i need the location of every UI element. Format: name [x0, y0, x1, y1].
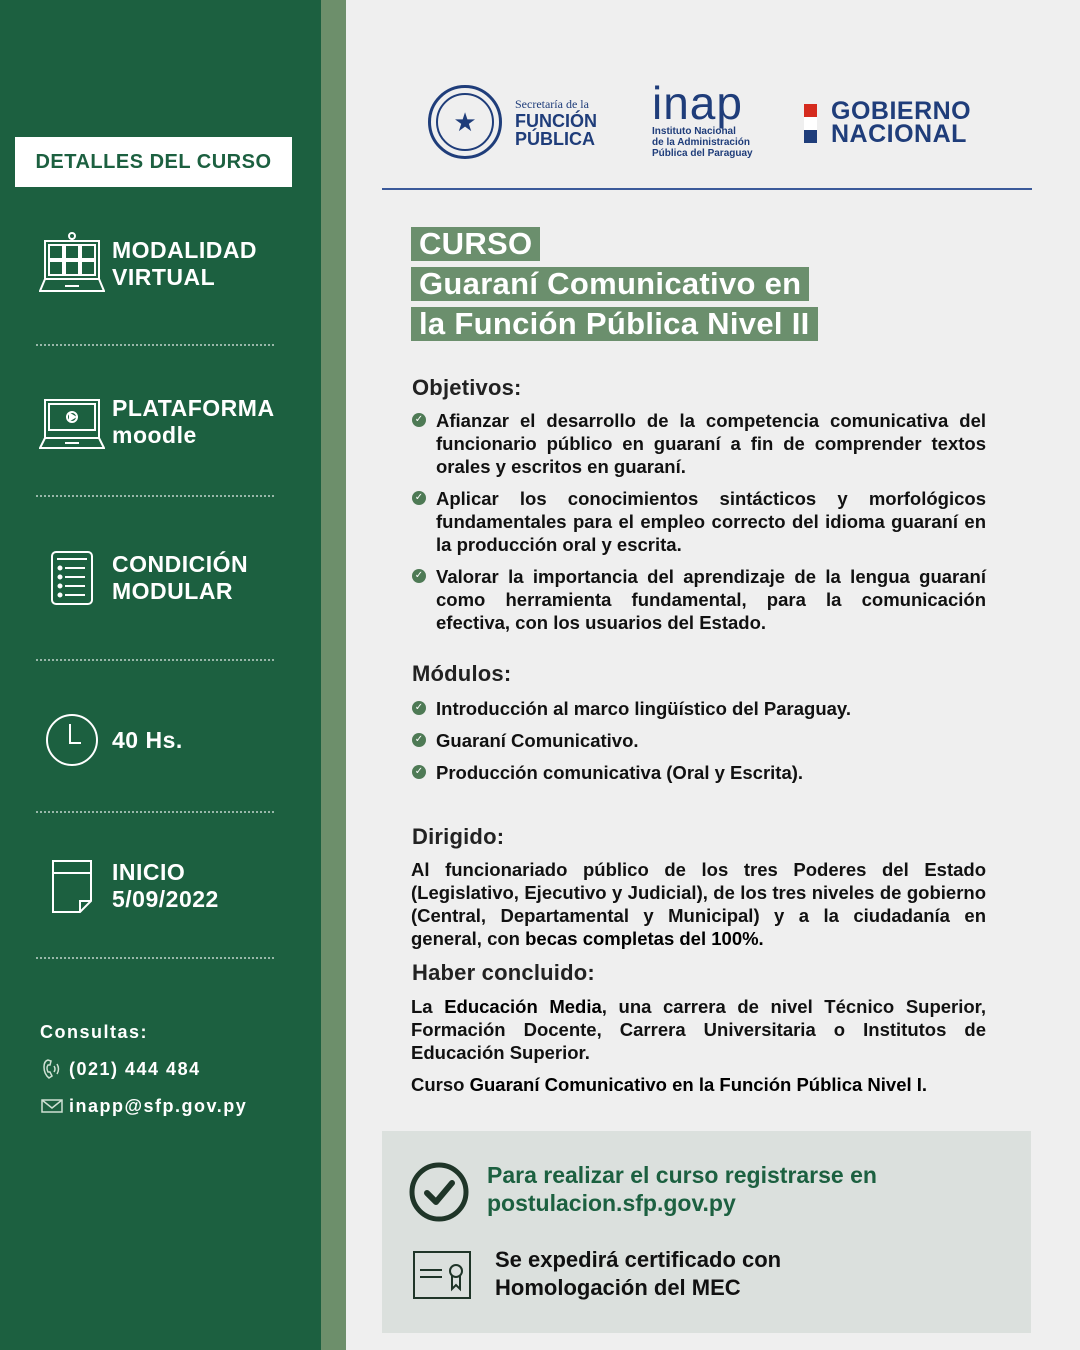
calendar-icon [38, 852, 106, 920]
consultas-label: Consultas: [40, 1022, 149, 1042]
mail-icon [40, 1094, 64, 1118]
inap-sub2: de la Administración [652, 137, 750, 148]
sidebar-item-condicion [38, 544, 308, 612]
certificate-icon [412, 1249, 472, 1301]
divider [36, 495, 274, 497]
title-line-3: la Función Pública Nivel II [411, 307, 818, 341]
inap-sub3: Pública del Paraguay [652, 148, 753, 159]
phone-icon [40, 1057, 64, 1081]
sidebar-item-line1: INICIO [112, 859, 186, 885]
phone-contact[interactable] [40, 1057, 201, 1081]
certificate-line1: Se expedirá certificado con [495, 1247, 782, 1272]
sfp-line1: FUNCIÓN [515, 110, 597, 131]
haber-p2-bold: Guaraní Comunicativo en la Función Pública Nivel I. [469, 1074, 928, 1095]
divider [36, 811, 274, 813]
checklist-icon [38, 544, 106, 612]
sidebar-item-line2: MODULAR [112, 578, 234, 604]
modulos-heading: Módulos: [412, 661, 512, 686]
sidebar-item-line2: VIRTUAL [112, 264, 216, 290]
haber-heading: Haber concluido: [412, 960, 595, 985]
sidebar-item-line1: 40 Hs. [112, 726, 183, 753]
haber-p1-b: , una carrera de nivel Técnico Superior, Formación Docente, Carrera Universitaria o Institutos de Educación Superior. [411, 996, 987, 1063]
objetivos-list [412, 409, 986, 634]
email-contact[interactable] [40, 1094, 247, 1118]
phone-number[interactable]: (021) 444 484 [69, 1058, 201, 1079]
title-line-2: Guaraní Comunicativo en [411, 267, 809, 301]
list-item [412, 409, 986, 478]
course-details-sidebar [0, 0, 321, 1350]
sidebar-item-line1: CONDICIÓN [112, 551, 249, 577]
check-icon: ✓ [412, 765, 426, 779]
sidebar-item-line2: 5/09/2022 [112, 886, 219, 912]
gob-line2: NACIONAL [831, 120, 967, 148]
check-icon: ✓ [412, 733, 426, 747]
registration-box [382, 1131, 1031, 1333]
sfp-logo [428, 85, 597, 159]
list-item [412, 487, 986, 556]
dirigido-heading: Dirigido: [412, 824, 505, 849]
certificate-text [495, 1246, 781, 1302]
list-item [412, 565, 986, 634]
haber-p2-a: Curso [411, 1074, 470, 1095]
modulos-list [412, 697, 986, 784]
modulo-text: Guaraní Comunicativo. [436, 730, 639, 751]
haber-text-2 [411, 1073, 986, 1096]
modulo-text: Introducción al marco lingüístico del Paraguay. [436, 698, 851, 719]
sfp-small-text: Secretaría de la [515, 96, 589, 111]
registration-line1: Para realizar el curso registrarse en [487, 1162, 877, 1188]
inap-logo [652, 77, 753, 159]
sidebar-item-line1: MODALIDAD [112, 237, 258, 263]
haber-text-1 [411, 995, 986, 1064]
objetivo-text: Valorar la importancia del aprendizaje de la lengua guaraní como herramienta fundamental, para la comunicación efectiva, con los usuarios del Estado. [436, 566, 986, 633]
paraguay-seal-icon: ★ [428, 85, 502, 159]
divider [36, 957, 274, 959]
laptop-play-icon [38, 388, 106, 456]
sidebar-item-inicio [38, 852, 308, 920]
check-icon: ✓ [412, 569, 426, 583]
virtual-classroom-icon [38, 230, 106, 298]
header-rule [382, 188, 1032, 190]
clock-icon [38, 706, 106, 774]
course-details-header: DETALLES DEL CURSO [15, 137, 292, 187]
certificate-line2: Homologación del MEC [495, 1275, 741, 1300]
sfp-line2: PÚBLICA [515, 128, 595, 149]
objetivo-text: Afianzar el desarrollo de la competencia comunicativa del funcionario público en guaraní a fin de comprender textos orales y escritos en guaraní. [436, 410, 986, 477]
sidebar-item-modalidad [38, 230, 308, 298]
flag-icon [804, 104, 817, 143]
gob-line1: GOBIERNO [831, 97, 972, 125]
objetivos-heading: Objetivos: [412, 375, 522, 400]
registration-link[interactable]: postulacion.sfp.gov.py [487, 1190, 736, 1216]
sidebar-item-duracion [38, 706, 308, 774]
list-item [412, 761, 986, 784]
logo-bar [382, 77, 1032, 170]
check-icon: ✓ [412, 413, 426, 427]
divider [36, 659, 274, 661]
haber-p1-a: La [411, 996, 445, 1017]
check-icon: ✓ [412, 491, 426, 505]
dirigido-text-bold: becas completas del 100%. [525, 928, 764, 949]
modulo-text: Producción comunicativa (Oral y Escrita). [436, 762, 804, 783]
dirigido-text-a: Al funcionariado público de los tres Poderes del Estado (Legislativo, Ejecutivo y Judicial), de los tres niveles de gobierno (Central, Departamental y Municipal) y a la ciudadanía en general, con [411, 859, 986, 949]
check-circle-icon [409, 1162, 469, 1222]
dirigido-text [411, 858, 986, 950]
registration-text [487, 1161, 877, 1217]
sidebar-item-line1: PLATAFORMA [112, 395, 275, 421]
objetivo-text: Aplicar los conocimientos sintácticos y morfológicos fundamentales para el empleo correcto del idioma guaraní en la producción oral y escrita. [436, 488, 986, 555]
title-line-1: CURSO [411, 227, 540, 261]
divider [36, 344, 274, 346]
list-item [412, 697, 986, 720]
gobierno-nacional-logo [804, 97, 972, 148]
email-address[interactable]: inapp@sfp.gov.py [69, 1095, 248, 1116]
haber-p1-bold: Educación Media [444, 996, 602, 1017]
sidebar-item-plataforma [38, 388, 308, 456]
inap-wordmark: inap [652, 77, 743, 129]
inap-sub1: Instituto Nacional [652, 126, 736, 137]
decorative-stripe [321, 0, 346, 1350]
check-icon: ✓ [412, 701, 426, 715]
list-item [412, 729, 986, 752]
sidebar-item-line2: moodle [112, 422, 197, 448]
